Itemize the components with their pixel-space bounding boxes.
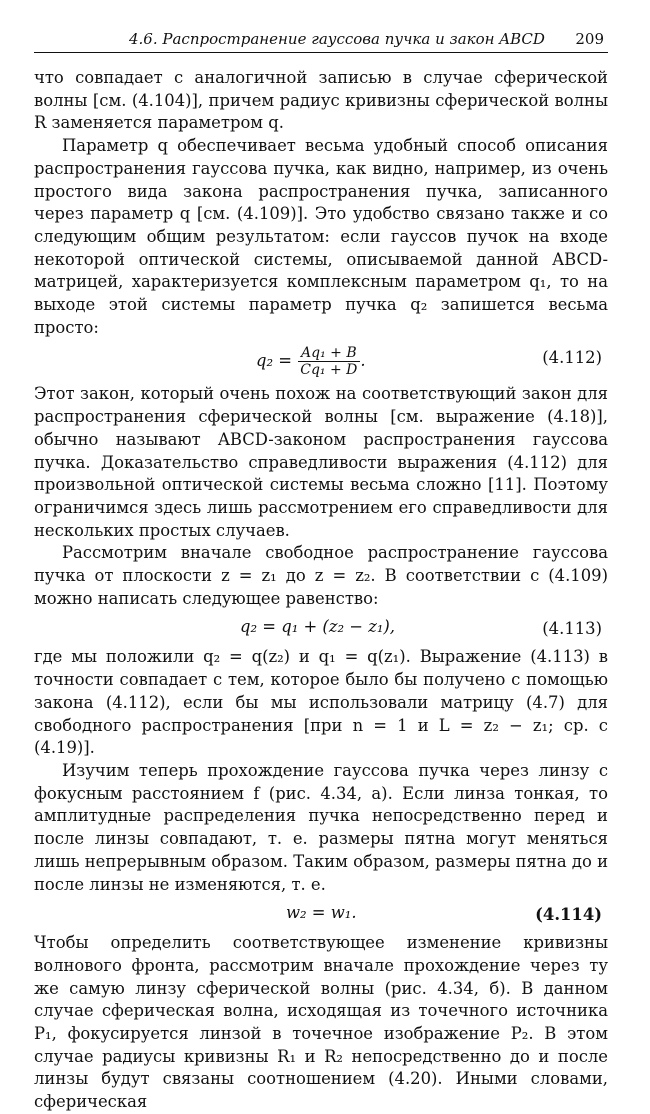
paragraph-2: Параметр q обеспечивает весьма удобный способ описания распространения гауссова пучка, как видно, например, из очень простого вида закона распространения пучка, записанного через параметр q [см. (4.109)]. Это удобство связано также и со следующим общим результатом: если гауссов пучок на входе некоторой оптической системы, описываемой данной ABCD-матрицей, характеризуется комплексным параметром q₁, то на выходе этой системы параметр пучка q₂ запишется весьма просто:: [34, 136, 608, 337]
paragraph-7: Чтобы определить соответствующее изменение кривизны волнового фронта, рассмотрим вначале прохождение через ту же самую линзу сферической волны (рис. 4.34, б). В данном случае сферическая волна, исходящая из точечного источника P₁, фокусируется линзой в точечное изображение P₂. В этом случае радиусы кривизны R₁ и R₂ непосредственно до и после линзы будут связаны соотношением (4.20). Иными словами, сферическая: [34, 933, 608, 1112]
equation-4-112-numerator: Aq₁ + B: [298, 345, 360, 362]
equation-4-112-denominator: Cq₁ + D: [300, 362, 358, 379]
equation-4-112-fraction: [297, 345, 360, 378]
equation-number-4-113: (4.113): [542, 619, 602, 639]
equation-4-114: [34, 896, 608, 932]
equation-4-114-body: w₂ = w₁.: [286, 903, 357, 923]
equation-4-112-lhs: q₂ =: [256, 351, 293, 371]
paragraph-1: что совпадает с аналогичной записью в случае сферической волны [см. (4.104)], причем радиус кривизны сферической волны R заменяется параметром q.: [34, 68, 608, 133]
equation-number-4-114: (4.114): [535, 905, 602, 925]
equation-number-4-112: (4.112): [542, 348, 602, 368]
running-title: 4.6. Распространение гауссова пучка и закон ABCD: [129, 30, 545, 48]
equation-4-113: [34, 610, 608, 646]
paragraph-3: Этот закон, который очень похож на соответствующий закон для распространения сферической волны [см. выражение (4.18)], обычно называют ABCD-законом распространения гауссова пучка. Доказательство справедливости выражения (4.112) для произвольной оптической системы весьма сложно [11]. Поэтому ограничимся здесь лишь рассмотрением его справедливости для нескольких простых случаев.: [34, 384, 608, 540]
paragraph-6: Изучим теперь прохождение гауссова пучка через линзу с фокусным расстоянием f (рис. 4.34, а). Если линза тонкая, то амплитудные распределения пучка непосредственно перед и после линзы совпадают, т. е. размеры пятна могут меняться лишь непрерывным образом. Таким образом, размеры пятна до и после линзы не изменяются, т. е.: [34, 760, 608, 894]
page-body: [34, 67, 608, 1114]
book-page: [34, 28, 608, 1114]
page-number: 209: [575, 30, 604, 48]
equation-4-112-tail: .: [360, 351, 366, 371]
page-header: [34, 28, 608, 53]
equation-4-112: [34, 339, 608, 383]
equation-4-112-body: [256, 345, 366, 378]
paragraph-4: Рассмотрим вначале свободное распространение гауссова пучка от плоскости z = z₁ до z = z₂. В соответствии с (4.109) можно написать следующее равенство:: [34, 543, 608, 608]
paragraph-5: где мы положили q₂ = q(z₂) и q₁ = q(z₁). Выражение (4.113) в точности совпадает с тем, которое было бы получено с помощью закона (4.112), если бы мы использовали матрицу (4.7) для свободного распространения [при n = 1 и L = z₂ − z₁; ср. с (4.19)].: [34, 647, 608, 758]
equation-4-113-body: q₂ = q₁ + (z₂ − z₁),: [240, 617, 395, 637]
